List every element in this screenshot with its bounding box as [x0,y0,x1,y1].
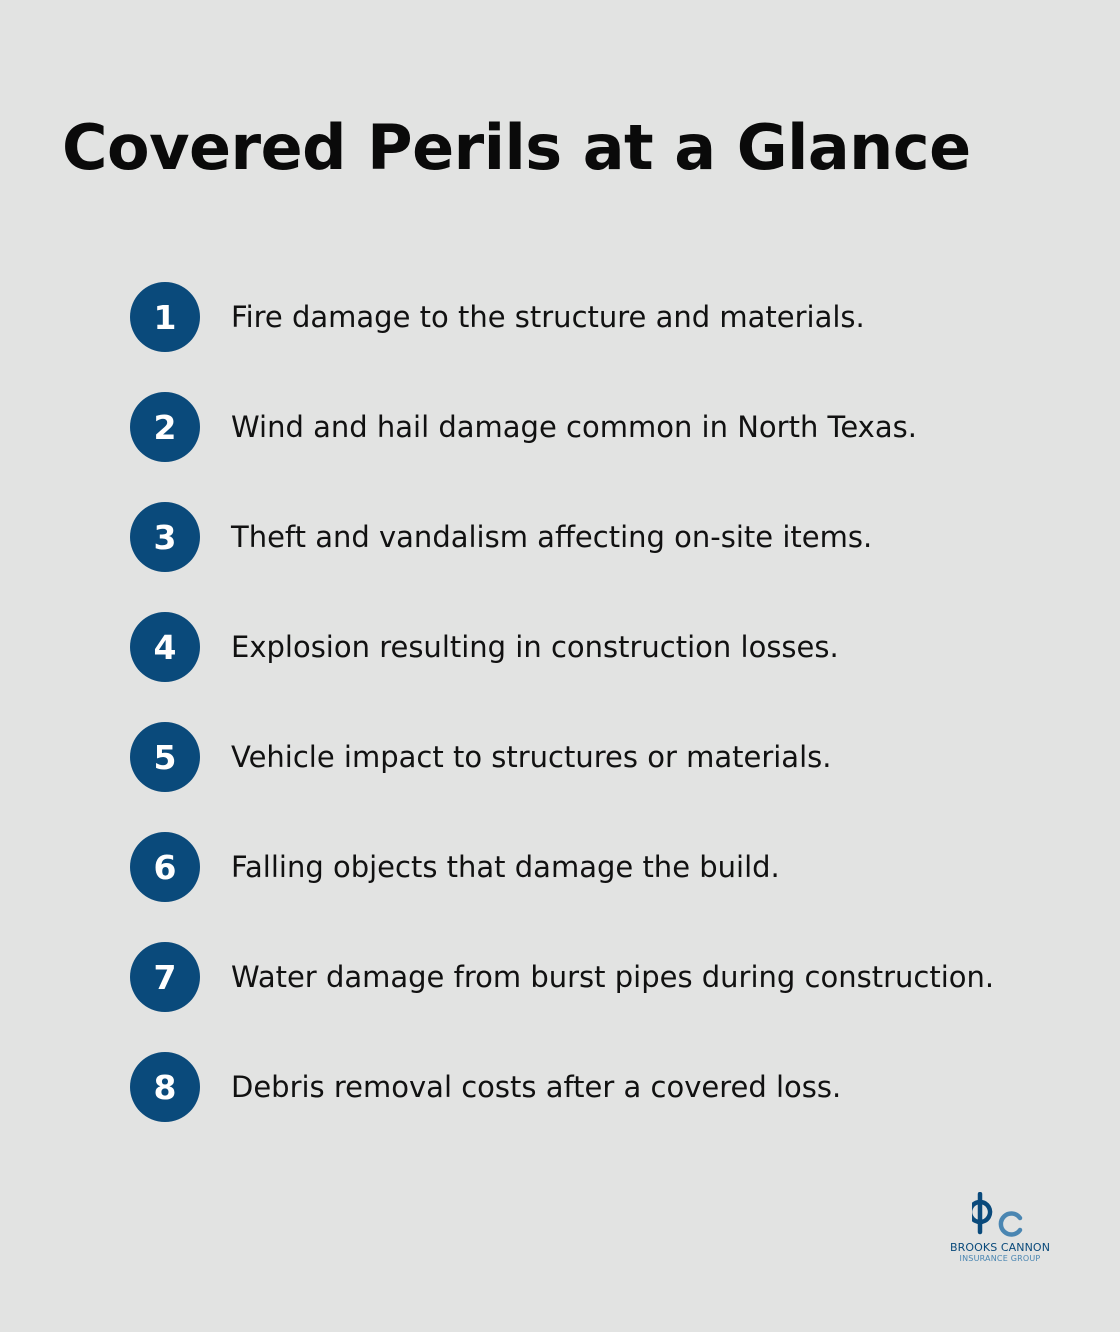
number-badge: 3 [130,502,200,572]
list-item-text: Explosion resulting in construction losses. [231,630,839,664]
list-item [130,502,1090,572]
list-item [130,942,1090,1012]
list-item-text: Vehicle impact to structures or materials. [231,740,832,774]
list-item-text: Wind and hail damage common in North Texas. [231,410,917,444]
list-item [130,612,1090,682]
list-item [130,722,1090,792]
number-badge: 1 [130,282,200,352]
company-logo [940,1192,1060,1263]
logo-name: BROOKS CANNON [949,1241,1051,1254]
list-item [130,392,1090,462]
number-badge: 6 [130,832,200,902]
number-badge: 5 [130,722,200,792]
list-item [130,832,1090,902]
list-item-text: Fire damage to the structure and materials. [231,300,865,334]
number-badge: 7 [130,942,200,1012]
number-badge: 8 [130,1052,200,1122]
list-item [130,282,1090,352]
page-title: Covered Perils at a Glance [62,111,971,184]
number-badge: 2 [130,392,200,462]
list-item-text: Water damage from burst pipes during construction. [231,960,995,994]
perils-list [130,282,1090,1162]
list-item-text: Falling objects that damage the build. [231,850,780,884]
bc-monogram-icon [972,1192,1028,1240]
logo-subtitle: INSURANCE GROUP [959,1254,1041,1263]
number-badge: 4 [130,612,200,682]
list-item-text: Debris removal costs after a covered loss. [231,1070,842,1104]
list-item-text: Theft and vandalism affecting on-site items. [231,520,873,554]
list-item [130,1052,1090,1122]
